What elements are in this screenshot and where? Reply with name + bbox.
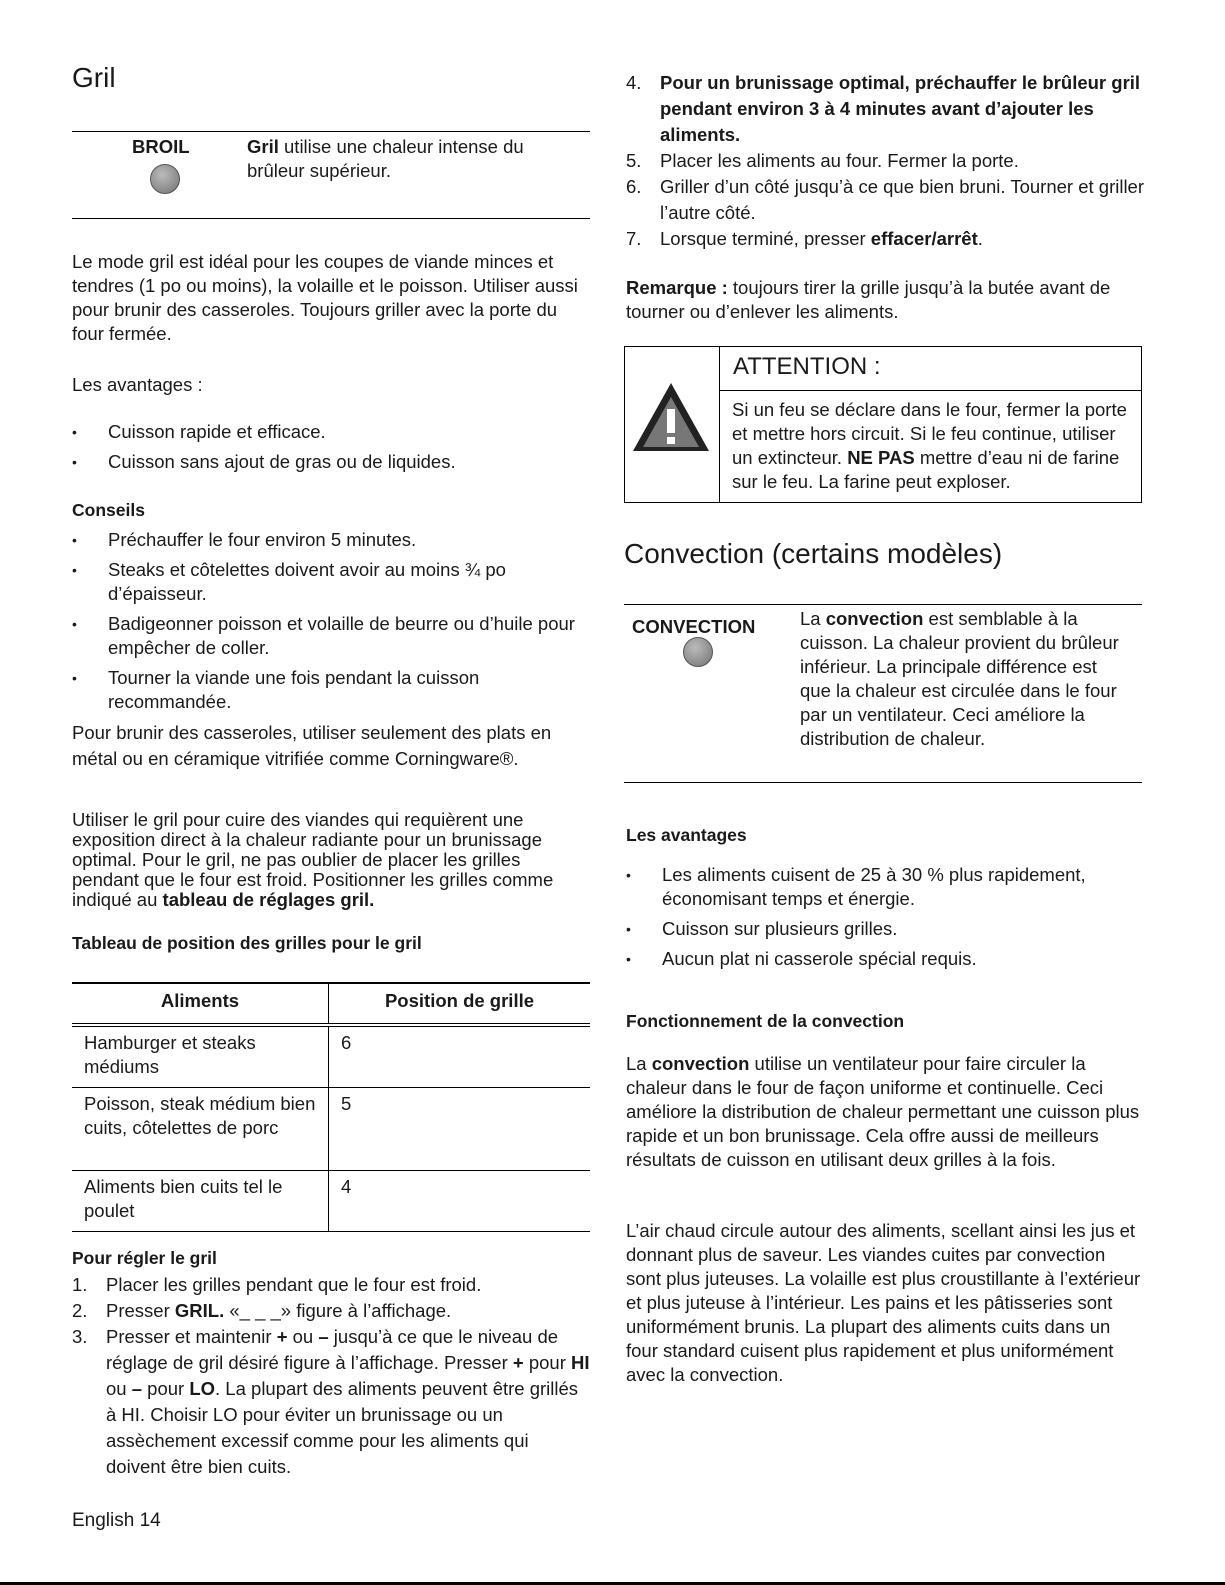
convection-label: CONVECTION bbox=[632, 616, 756, 637]
divider bbox=[72, 218, 590, 219]
convection-avantages-list bbox=[626, 863, 1126, 971]
list-item: • Cuisson sans ajout de gras ou de liquides. bbox=[72, 450, 590, 474]
list-item: 4. Pour un brunissage optimal, préchauffer le brûleur gril pendant environ 3 à 4 minutes avant d’ajouter les aliments. bbox=[626, 72, 1141, 145]
attention-title: ATTENTION : bbox=[733, 353, 881, 380]
table-cell: 5 bbox=[341, 1093, 352, 1114]
table-header: Position de grille bbox=[384, 990, 535, 1011]
broil-label: BROIL bbox=[132, 136, 190, 157]
list-item: 3. Presser et maintenir + ou – jusqu’à ce que le niveau de réglage de gril désiré figure à l’affichage. Presser + pour HI ou – pour LO. La plupart des aliments peuvent être grillés à HI. Choisir LO pour éviter un brunissage ou un assèchement excessif comme pour les aliments qui doivent être bien cuits. bbox=[72, 1326, 590, 1477]
remarque-text: Remarque : toujours tirer la grille jusqu’à la butée avant de tourner ou d’enlever les aliments. bbox=[626, 277, 1111, 322]
list-item: 1. Placer les grilles pendant que le four est froid. bbox=[72, 1274, 482, 1295]
table-cell: Hamburger et steaks médiums bbox=[72, 1025, 329, 1088]
broil-description: Gril utilise une chaleur intense du brûleur supérieur. bbox=[247, 136, 524, 181]
fonction-title: Fonctionnement de la convection bbox=[626, 1011, 905, 1031]
page-footer: English 14 bbox=[72, 1510, 161, 1531]
list-item: • Aucun plat ni casserole spécial requis. bbox=[626, 947, 1126, 971]
table-header: Aliments bbox=[72, 983, 329, 1025]
list-item: 5. Placer les aliments au four. Fermer la porte. bbox=[626, 150, 1019, 171]
conseils-list bbox=[72, 528, 590, 714]
list-item: • Steaks et côtelettes doivent avoir au moins ¾ po d’épaisseur. bbox=[72, 558, 548, 606]
list-item: 2. Presser GRIL. «_ _ _» figure à l’affichage. bbox=[72, 1300, 452, 1321]
regler-steps-continued bbox=[626, 70, 1146, 252]
convection-avantages-title: Les avantages bbox=[626, 825, 747, 845]
table-cell: 4 bbox=[341, 1176, 352, 1197]
list-item: • Badigeonner poisson et volaille de beurre ou d’huile pour empêcher de coller. bbox=[72, 612, 590, 660]
list-item: • Cuisson rapide et efficace. bbox=[72, 420, 590, 444]
gril-intro: Le mode gril est idéal pour les coupes de viande minces et tendres (1 po ou moins), la volaille et le poisson. Utiliser aussi pour brunir des casseroles. Toujours griller avec la porte du four fermée. bbox=[72, 251, 578, 344]
list-item: • Les aliments cuisent de 25 à 30 % plus rapidement, économisant temps et énergie. bbox=[626, 863, 1126, 911]
gril-title: Gril bbox=[72, 62, 116, 93]
divider bbox=[624, 782, 1142, 783]
conseils-title: Conseils bbox=[72, 500, 145, 520]
list-item: • Cuisson sur plusieurs grilles. bbox=[626, 917, 1126, 941]
broil-button-icon bbox=[150, 164, 180, 194]
divider bbox=[719, 347, 720, 502]
table-cell: 6 bbox=[341, 1032, 352, 1053]
list-item: 6. Griller d’un côté jusqu’à ce que bien bruni. Tourner et griller l’autre côté. bbox=[626, 176, 1145, 223]
divider bbox=[72, 131, 590, 132]
regler-title: Pour régler le gril bbox=[72, 1248, 217, 1268]
attention-text: Si un feu se déclare dans le four, fermer la porte et mettre hors circuit. Si le feu continue, utiliser un extincteur. NE PAS mettre d’eau ni de farine sur le feu. La farine peut exploser. bbox=[732, 399, 1127, 492]
table-title: Tableau de position des grilles pour le gril bbox=[72, 933, 422, 953]
divider bbox=[624, 604, 1142, 605]
list-item: 7. Lorsque terminé, presser effacer/arrêt. bbox=[626, 228, 983, 249]
convection-title: Convection (certains modèles) bbox=[624, 538, 1003, 569]
air-text: L’air chaud circule autour des aliments, scellant ainsi les jus et donnant plus de saveur. Les viandes cuites par convection sont plus juteuses. La volaille est plus croustillante à l’extérieur et plus juteuse à l’intérieur. Les pains et les pâtisseries sont uniformément brunis. La plupart des aliments cuits dans un four standard cuisent plus rapidement et plus uniformément avec la convection. bbox=[626, 1220, 1141, 1385]
gril-avantages-list bbox=[72, 420, 590, 474]
fonction-text: La convection utilise un ventilateur pour faire circuler la chaleur dans le four de façon uniforme et continuelle. Ceci améliore la distribution de chaleur permettant une cuisson plus rapide et un bon brunissage. Cela offre aussi de meilleurs résultats de cuisson en utilisant deux grilles à la fois. bbox=[626, 1053, 1140, 1170]
table-row bbox=[72, 1088, 590, 1171]
convection-button-icon bbox=[683, 637, 713, 667]
table-cell: Aliments bien cuits tel le poulet bbox=[72, 1171, 329, 1232]
table-row bbox=[72, 1025, 590, 1088]
utiliser-text: Utiliser le gril pour cuire des viandes qui requièrent une exposition direct à la chaleur radiante pour un brunissage optimal. Pour le gril, ne pas oublier de placer les grilles pendant que le four est froid. Positionner les grilles comme indiqué au tableau de réglages gril. bbox=[72, 809, 554, 910]
list-item: • Tourner la viande une fois pendant la cuisson recommandée. bbox=[72, 666, 548, 714]
gril-avantages-label: Les avantages : bbox=[72, 374, 203, 395]
warning-triangle-icon bbox=[631, 381, 711, 453]
convection-description: La convection est semblable à la cuisson. La chaleur provient du brûleur inférieur. La principale différence est que la chaleur est circulée dans le four par un ventilateur. Ceci améliore la distribution de chaleur. bbox=[800, 608, 1119, 749]
casseroles-text: Pour brunir des casseroles, utiliser seulement des plats en métal ou en céramique vitrifiée comme Corningware®. bbox=[72, 722, 552, 769]
rack-position-table bbox=[72, 982, 590, 1232]
table-cell: Poisson, steak médium bien cuits, côtelettes de porc bbox=[72, 1088, 329, 1171]
attention-box bbox=[624, 346, 1142, 503]
table-row bbox=[72, 1171, 590, 1232]
list-item: • Préchauffer le four environ 5 minutes. bbox=[72, 528, 590, 552]
divider bbox=[720, 390, 1141, 391]
regler-steps bbox=[72, 1272, 590, 1480]
